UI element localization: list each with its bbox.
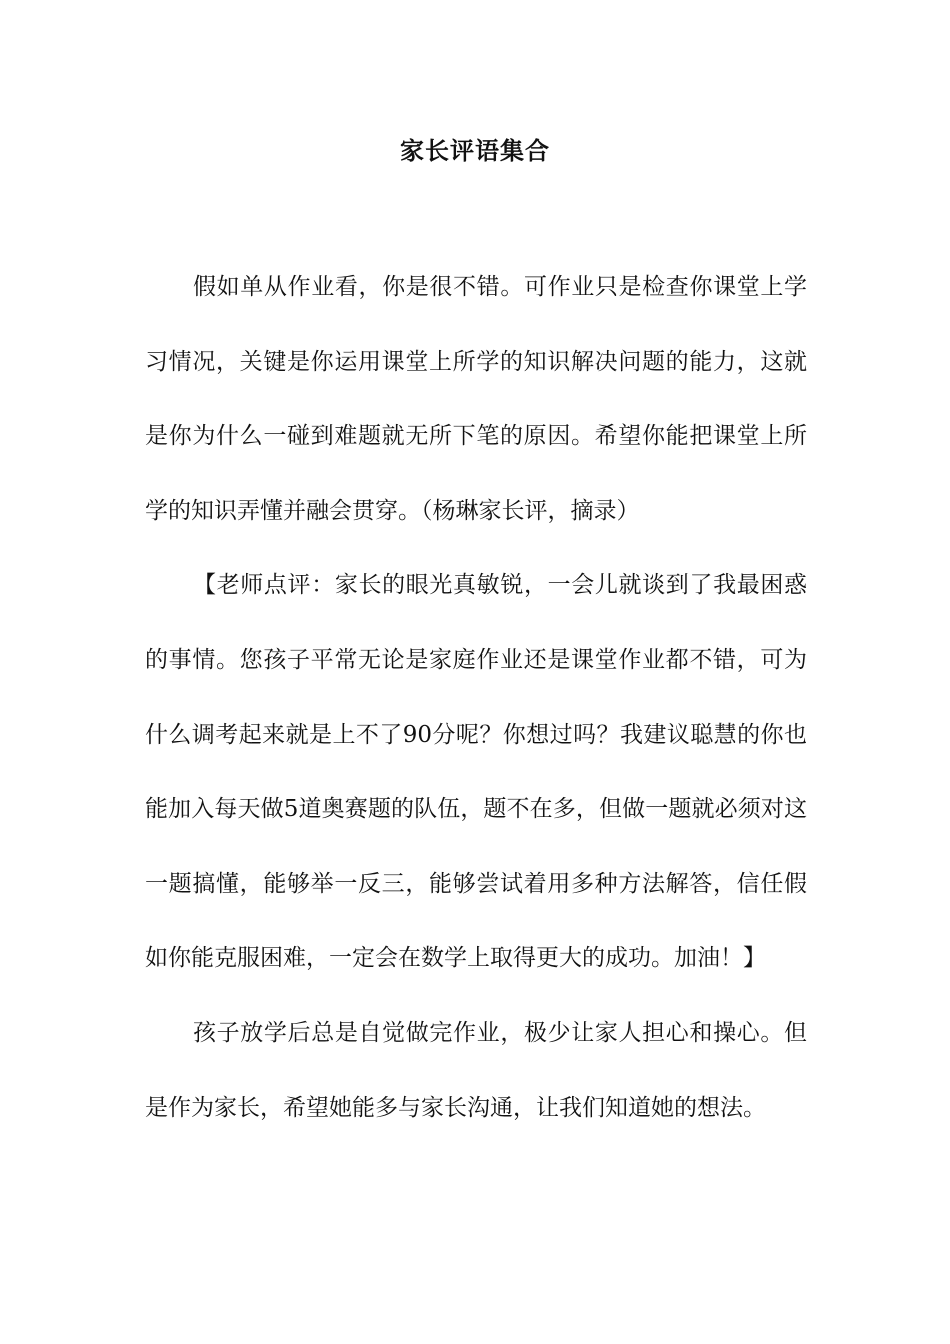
document-body xyxy=(145,250,807,1145)
document-title: 家长评语集合 xyxy=(400,136,550,165)
paragraph-parent-comment-2: 孩子放学后总是自觉做完作业，极少让家人担心和操心。但是作为家长，希望她能多与家长沟通，让我们知道她的想法。 xyxy=(145,1019,807,1121)
paragraph-teacher-comment: 【老师点评：家长的眼光真敏锐，一会儿就谈到了我最困惑的事情。您孩子平常无论是家庭作业还是课堂作业都不错，可为什么调考起来就是上不了90分呢？你想过吗？我建议聪慧的你也能加入每天做5道奥赛题的队伍，题不在多，但做一题就必须对这一题搞懂，能够举一反三，能够尝试着用多种方法解答，信任假如你能克服困难，一定会在数学上取得更大的成功。加油！】 xyxy=(145,572,807,972)
paragraph-parent-comment-1: 假如单从作业看，你是很不错。可作业只是检查你课堂上学习情况，关键是你运用课堂上所学的知识解决问题的能力，这就是你为什么一碰到难题就无所下笔的原因。希望你能把课堂上所学的知识弄懂并融会贯穿。（杨琳家长评，摘录） xyxy=(145,274,807,524)
